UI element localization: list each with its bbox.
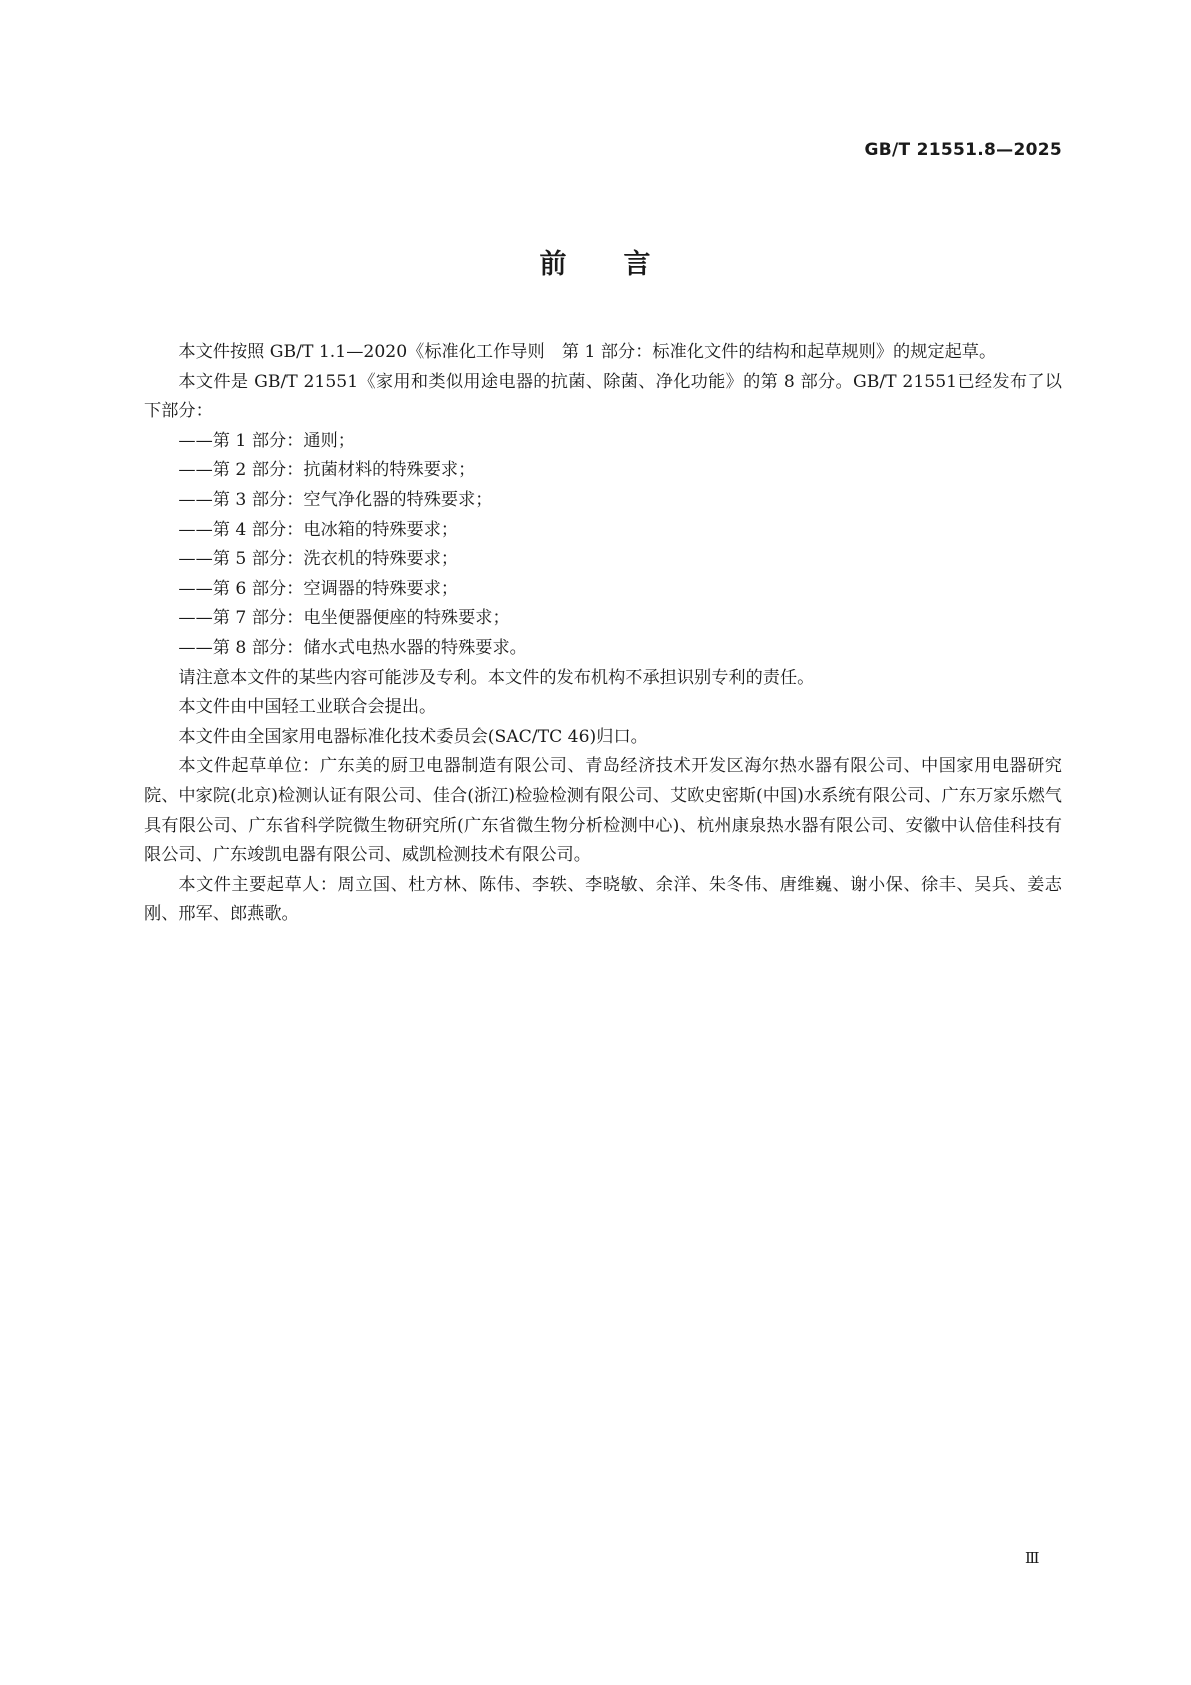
list-item-part-6: ——第 6 部分：空调器的特殊要求； bbox=[178, 578, 459, 599]
list-item-part-7: ——第 7 部分：电坐便器便座的特殊要求； bbox=[178, 608, 510, 629]
paragraph-proposer: 本文件由中国轻工业联合会提出。 bbox=[178, 697, 437, 718]
preface-body bbox=[144, 338, 1062, 930]
paragraph-series-intro: 本文件是 GB/T 21551《家用和类似用途电器的抗菌、除菌、净化功能》的第 8 部分。GB/T 21551已经发布了以下部分： bbox=[144, 371, 1062, 422]
paragraph-technical-committee: 本文件由全国家用电器标准化技术委员会(SAC/TC 46)归口。 bbox=[178, 726, 648, 747]
list-item-part-1: ——第 1 部分：通则； bbox=[178, 430, 355, 451]
standard-number: GB/T 21551.8—2025 bbox=[864, 140, 1062, 160]
paragraph-drafting-organizations: 本文件起草单位：广东美的厨卫电器制造有限公司、青岛经济技术开发区海尔热水器有限公司、中国家用电器研究院、中家院(北京)检测认证有限公司、佳合(浙江)检验检测有限公司、艾欧史密斯(中国)水系统有限公司、广东万家乐燃气具有限公司、广东省科学院微生物研究所(广东省微生物分析检测中心)、杭州康泉热水器有限公司、安徽中认倍佳科技有限公司、广东竣凯电器有限公司、威凯检测技术有限公司。 bbox=[144, 756, 1062, 866]
paragraph-drafters: 本文件主要起草人：周立国、杜方林、陈伟、李轶、李晓敏、余洋、朱冬伟、唐维巍、谢小保、徐丰、吴兵、姜志刚、邢军、郎燕歌。 bbox=[144, 874, 1062, 925]
list-item-part-5: ——第 5 部分：洗衣机的特殊要求； bbox=[178, 549, 459, 570]
paragraph-patent-notice: 请注意本文件的某些内容可能涉及专利。本文件的发布机构不承担识别专利的责任。 bbox=[178, 667, 815, 688]
paragraph-drafting-rules: 本文件按照 GB/T 1.1—2020《标准化工作导则 第 1 部分：标准化文件的结构和起草规则》的规定起草。 bbox=[178, 342, 997, 362]
page-title: 前 言 bbox=[539, 249, 652, 280]
list-item-part-8: ——第 8 部分：储水式电热水器的特殊要求。 bbox=[178, 637, 527, 658]
list-item-part-4: ——第 4 部分：电冰箱的特殊要求； bbox=[178, 519, 459, 540]
list-item-part-2: ——第 2 部分：抗菌材料的特殊要求； bbox=[178, 460, 476, 481]
list-item-part-3: ——第 3 部分：空气净化器的特殊要求； bbox=[178, 489, 493, 510]
page-number: Ⅲ bbox=[1025, 1549, 1040, 1567]
